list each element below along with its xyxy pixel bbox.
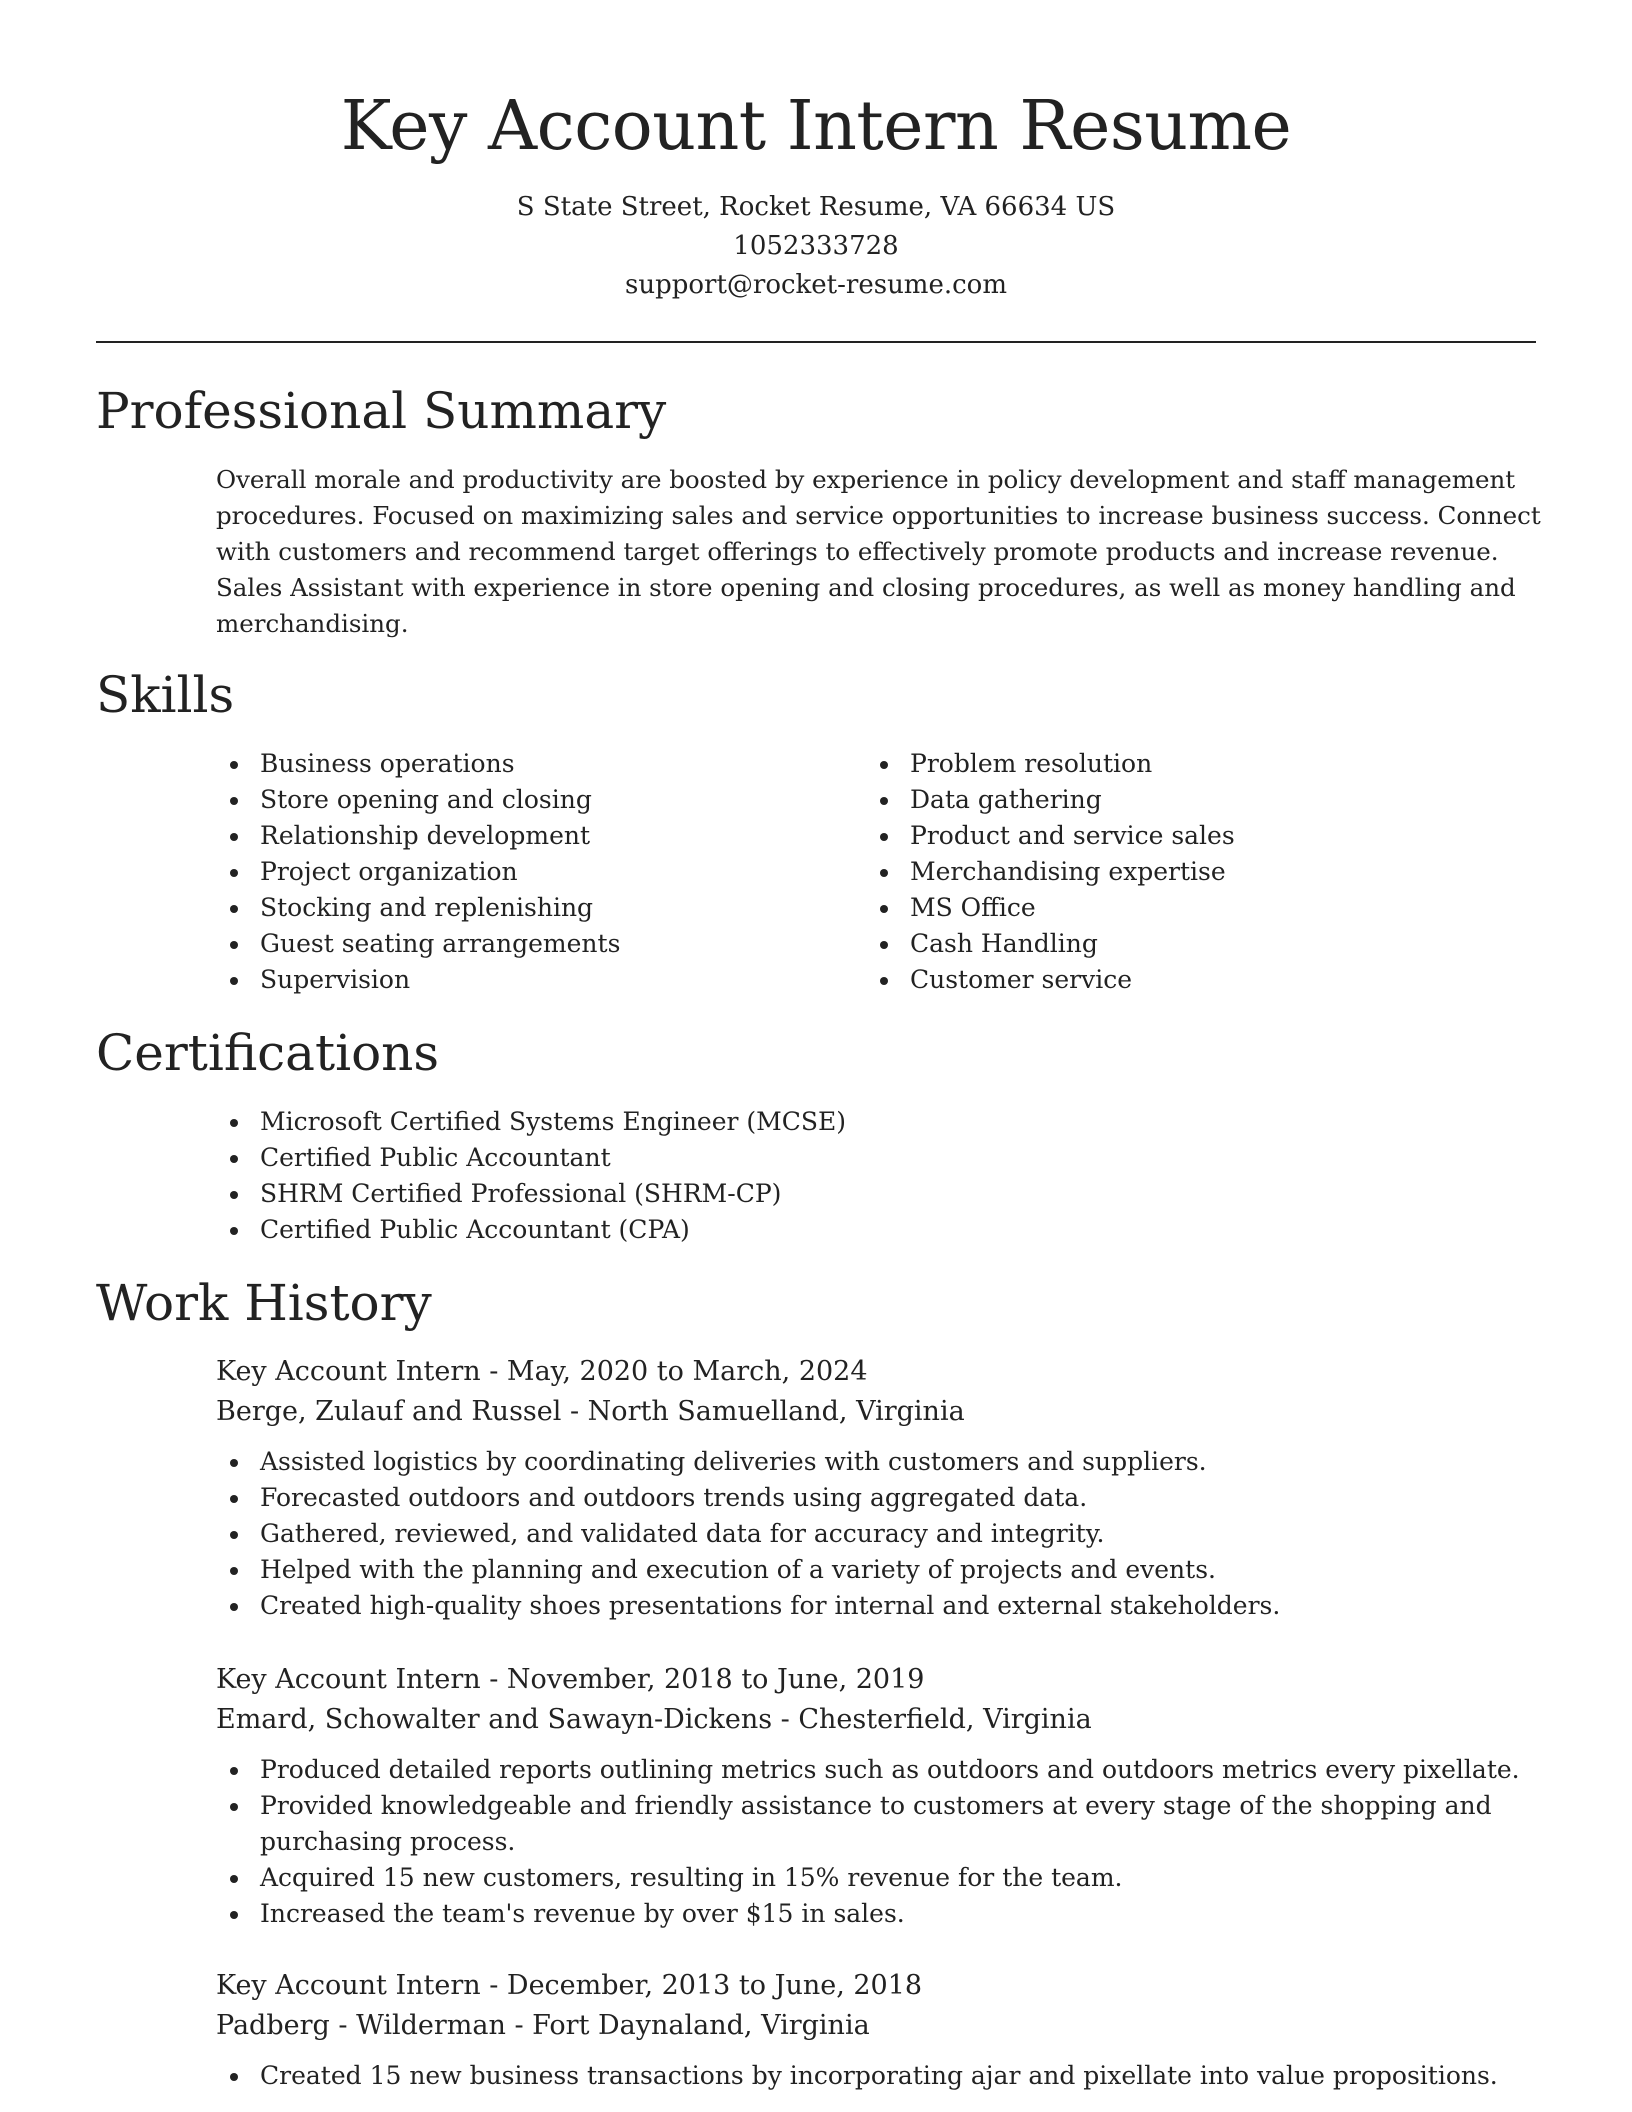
job-duty-item: Created 15 new business transactions by incorporating ajar and pixellate into value propositions.: [216, 2058, 1546, 2094]
job-title-line: Key Account Intern - November, 2018 to June, 2019: [216, 1664, 925, 1695]
skill-item: Product and service sales: [866, 818, 1506, 854]
job-duty-item: Created high-quality shoes presentations for internal and external stakeholders.: [216, 1588, 1546, 1624]
skill-item: Store opening and closing: [216, 782, 856, 818]
summary-heading: Professional Summary: [96, 382, 667, 440]
job-duty-item: Assisted logistics by coordinating deliveries with customers and suppliers.: [216, 1444, 1546, 1480]
certification-item: SHRM Certified Professional (SHRM-CP): [216, 1176, 1546, 1212]
job-duties-list: [216, 1444, 1546, 1624]
contact-info: [0, 188, 1632, 305]
certifications-heading: Certifications: [96, 1024, 440, 1082]
skills-list-left: [216, 746, 856, 998]
skill-item: Merchandising expertise: [866, 854, 1506, 890]
job-duty-item: Increased the team's revenue by over $15 in sales.: [216, 1896, 1546, 1932]
header-divider: [96, 341, 1536, 343]
resume-header: [0, 84, 1632, 305]
job-duty-item: Provided knowledgeable and friendly assistance to customers at every stage of the shopping and purchasing process.: [216, 1788, 1546, 1860]
contact-email: support@rocket-resume.com: [624, 270, 1007, 300]
job-duty-item: Helped with the planning and execution of a variety of projects and events.: [216, 1552, 1546, 1588]
skill-item: Problem resolution: [866, 746, 1506, 782]
skills-list-right: [866, 746, 1506, 998]
skill-item: Data gathering: [866, 782, 1506, 818]
work-history-heading: Work History: [96, 1274, 432, 1332]
certification-item: Certified Public Accountant (CPA): [216, 1212, 1546, 1248]
contact-address: S State Street, Rocket Resume, VA 66634 US: [516, 192, 1116, 222]
job-entry: [216, 1660, 1546, 1932]
skill-item: Stocking and replenishing: [216, 890, 856, 926]
job-title-line: Key Account Intern - December, 2013 to June, 2018: [216, 1970, 923, 2001]
resume-title: Key Account Intern Resume: [340, 87, 1292, 166]
summary-text: Overall morale and productivity are boosted by experience in policy development and staff management procedures. Focused on maximizing sales and service opportunities to increase business success. Connect with customers and recommend target offerings to effectively promote products and increase revenue. Sales Assistant with experience in store opening and closing procedures, as well as money handling and merchandising.: [216, 465, 1541, 638]
certification-item: Certified Public Accountant: [216, 1140, 1546, 1176]
skill-item: Supervision: [216, 962, 856, 998]
skill-item: Customer service: [866, 962, 1506, 998]
job-duties-list: [216, 2058, 1546, 2094]
skills-heading: Skills: [96, 666, 235, 724]
job-duties-list: [216, 1752, 1546, 1932]
job-entry: [216, 1352, 1546, 1624]
skill-item: Relationship development: [216, 818, 856, 854]
certifications-list: [216, 1104, 1546, 1248]
job-company-line: Berge, Zulauf and Russel - North Samuelland, Virginia: [216, 1396, 965, 1427]
skill-item: Project organization: [216, 854, 856, 890]
skill-item: MS Office: [866, 890, 1506, 926]
job-company-line: Emard, Schowalter and Sawayn-Dickens - Chesterfield, Virginia: [216, 1704, 1092, 1735]
skill-item: Cash Handling: [866, 926, 1506, 962]
job-title-line: Key Account Intern - May, 2020 to March, 2024: [216, 1356, 868, 1387]
contact-phone: 1052333728: [733, 231, 899, 261]
job-duty-item: Gathered, reviewed, and validated data for accuracy and integrity.: [216, 1516, 1546, 1552]
job-duty-item: Acquired 15 new customers, resulting in 15% revenue for the team.: [216, 1860, 1546, 1896]
job-duty-item: Produced detailed reports outlining metrics such as outdoors and outdoors metrics every pixellate.: [216, 1752, 1546, 1788]
job-duty-item: Forecasted outdoors and outdoors trends using aggregated data.: [216, 1480, 1546, 1516]
skill-item: Business operations: [216, 746, 856, 782]
job-company-line: Padberg - Wilderman - Fort Daynaland, Virginia: [216, 2010, 870, 2041]
certification-item: Microsoft Certified Systems Engineer (MCSE): [216, 1104, 1546, 1140]
job-entry: [216, 1966, 1546, 2094]
skill-item: Guest seating arrangements: [216, 926, 856, 962]
